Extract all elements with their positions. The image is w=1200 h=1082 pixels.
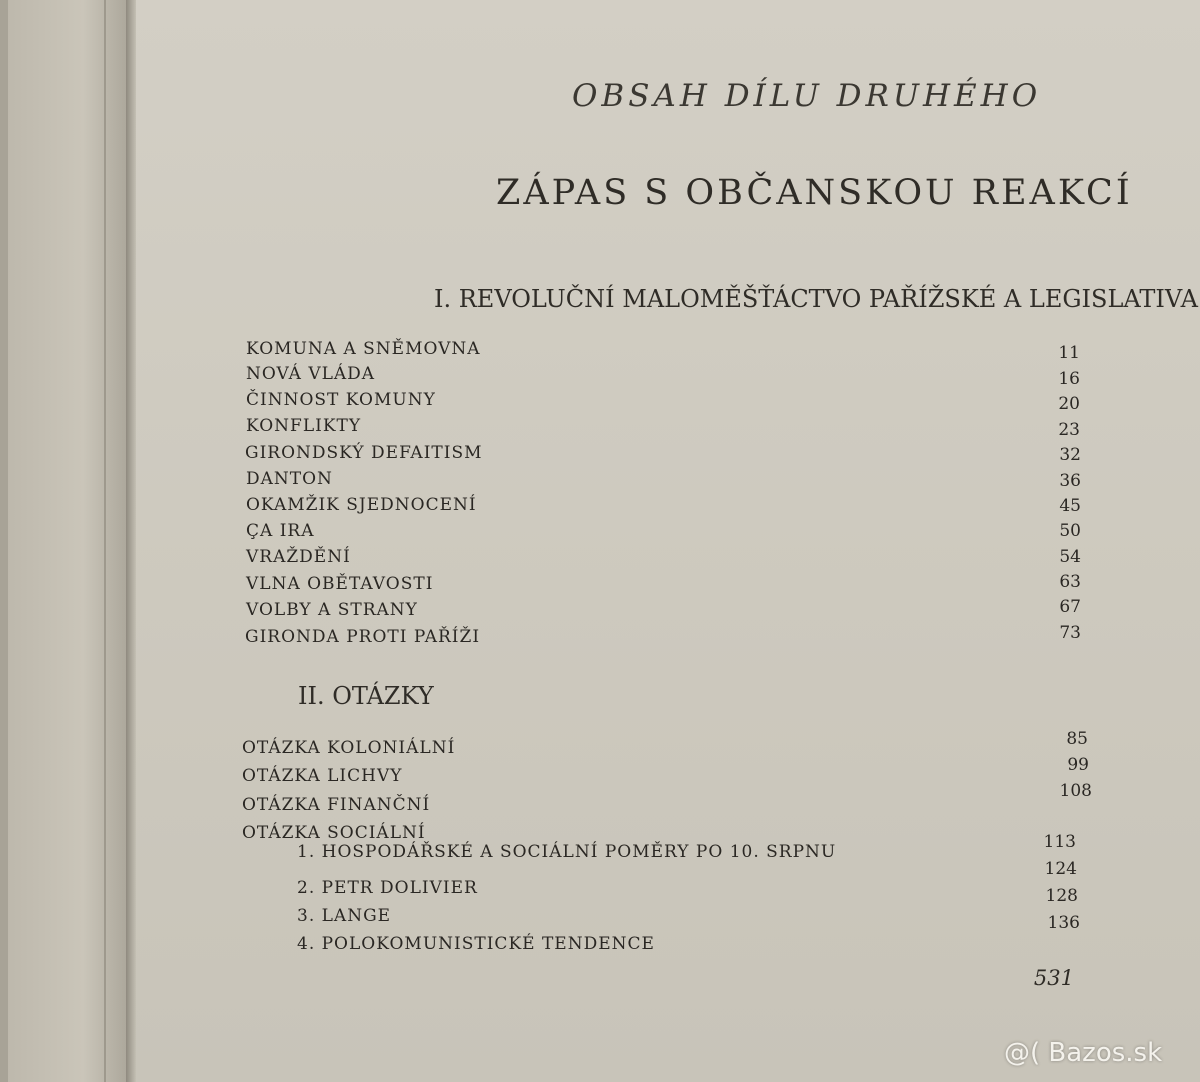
toc-entry: OTÁZKA SOCIÁLNÍ [242, 823, 426, 843]
toc-entry: KONFLIKTY [246, 416, 362, 436]
toc-subentry: 4. POLOKOMUNISTICKÉ TENDENCE [297, 934, 655, 954]
part-title: ZÁPAS S OBČANSKOU REAKCÍ [496, 173, 1133, 213]
toc-entry: OTÁZKA FINANČNÍ [242, 795, 431, 815]
toc-subentry: 3. LANGE [297, 906, 392, 926]
toc-page-number: 128 [1045, 886, 1078, 906]
toc-entry: NOVÁ VLÁDA [246, 364, 376, 384]
toc-page-number: 124 [1044, 859, 1077, 879]
toc-subentry: 2. PETR DOLIVIER [297, 878, 478, 898]
toc-entry: ČINNOST KOMUNY [246, 390, 436, 410]
section-title-1: I. REVOLUČNÍ MALOMĚŠŤÁCTVO PAŘÍŽSKÉ A LEGISLATIVA [434, 285, 1198, 313]
toc-page-number: 63 [1059, 572, 1081, 592]
page-edge-line [104, 0, 106, 1082]
toc-page-number: 23 [1058, 420, 1080, 440]
toc-entry: OTÁZKA LICHVY [242, 766, 403, 786]
toc-entry: VOLBY A STRANY [246, 600, 418, 620]
toc-page-number: 20 [1058, 394, 1080, 414]
toc-entry: GIRONDA PROTI PAŘÍŽI [245, 627, 481, 647]
toc-page-number: 32 [1059, 445, 1081, 465]
toc-entry: OKAMŽIK SJEDNOCENÍ [246, 495, 477, 515]
toc-page-number: 50 [1059, 521, 1081, 541]
toc-subentry: 1. HOSPODÁŘSKÉ A SOCIÁLNÍ POMĚRY PO 10. SRPNU [297, 842, 837, 862]
page-fold [0, 0, 8, 1082]
toc-entry: VRAŽDĚNÍ [246, 547, 351, 567]
toc-page-number: 67 [1059, 597, 1081, 617]
toc-page-number: 108 [1059, 781, 1092, 801]
book-gutter [126, 0, 136, 1082]
toc-page-number: 45 [1059, 496, 1081, 516]
toc-page-number: 16 [1058, 369, 1080, 389]
toc-entry: ÇA IRA [246, 521, 315, 541]
toc-entry: DANTON [246, 469, 333, 489]
toc-page-number: 11 [1058, 343, 1080, 363]
toc-page-number: 113 [1043, 832, 1076, 852]
toc-entry: OTÁZKA KOLONIÁLNÍ [242, 738, 456, 758]
watermark-logo: @( Bazos.sk [1004, 1038, 1163, 1068]
toc-entry: VLNA OBĚTAVOSTI [246, 574, 434, 594]
toc-page-number: 54 [1059, 547, 1081, 567]
section-title-2: II. OTÁZKY [298, 682, 434, 710]
toc-page-number: 136 [1047, 913, 1080, 933]
toc-page-number: 73 [1059, 623, 1081, 643]
toc-page-number: 36 [1059, 471, 1081, 491]
toc-entry: GIRONDSKÝ DEFAITISM [245, 443, 483, 463]
toc-entry: KOMUNA A SNĚMOVNA [246, 339, 481, 359]
toc-page-number: 99 [1067, 755, 1089, 775]
page-folio: 531 [1033, 966, 1074, 990]
contents-heading: OBSAH DÍLU DRUHÉHO [572, 78, 1042, 114]
book-page [136, 0, 1200, 1082]
toc-page-number: 85 [1066, 729, 1088, 749]
facing-page-edge [0, 0, 128, 1082]
